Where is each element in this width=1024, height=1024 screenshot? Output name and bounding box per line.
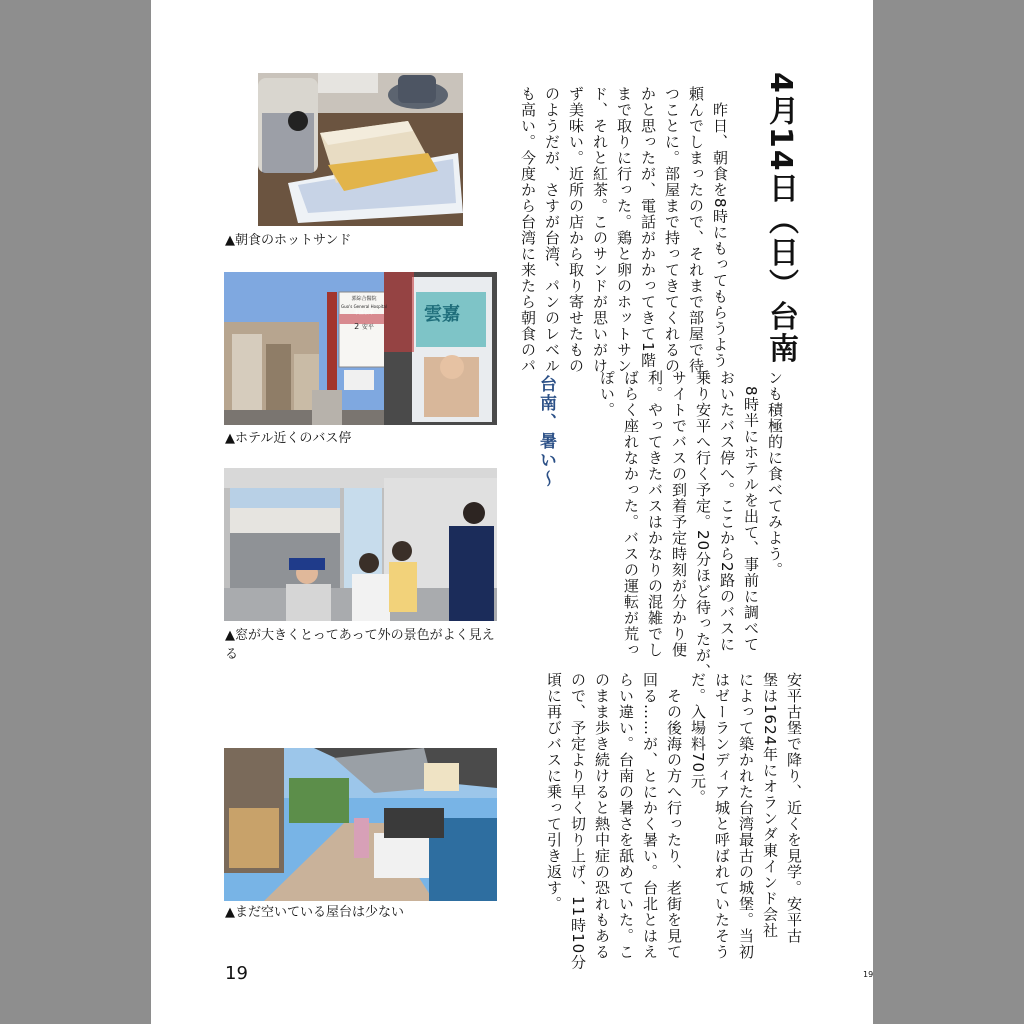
bus-interior-caption: ▲窓が大きくとってあって外の景色がよく見える <box>225 628 495 662</box>
bus-stop-caption: ▲ホテル近くのバス停 <box>225 431 352 446</box>
article-column-3: 安平古堡で降り、近くを見学。安平古 堡は1624年にオランダ東インド会社 によって築かれた台湾最古の城堡。当初 はゼーランディア城と呼ばれていたそう だ。入場料70元。 その後海の方へ行ったり、老街を見て 回る……が、とにかく暑い。台北とはえ らい違い。台南の暑さを舐めていた。こ のまま歩き続けると熱中症の恐れもある ので、予定より早く切り上げ、11時10分 頃に再びバスに乗って引き返す。 <box>545 672 803 971</box>
page-number-small: 19 <box>863 970 874 979</box>
article-title: 4月14日（日）台南 <box>763 72 798 365</box>
article-column-1: 昨日、朝食を8時にもってもらうよう 頼んでしまったので、それまで部屋で待 つことに。部屋まで持ってきてくれるの かと思ったが、電話がかかってきて1階 まで取りに行った。鶏と卵のホットサン ド、それと紅茶。このサンドが思いがけ ず美味い。近所の店から取り寄せたもの のようだが、さすが台湾、パンのレベル も高い。今度から台湾に来たら朝食のパ <box>519 86 729 374</box>
bus-sign-route <box>340 323 388 331</box>
bus-interior-photo <box>224 468 497 621</box>
bus-sign-city-bus: 市區公車 <box>353 310 374 316</box>
bus-sign-destination: 安平 <box>361 324 374 331</box>
document-page <box>151 0 873 1024</box>
ad-panel-text: 雲嘉 <box>424 304 460 325</box>
bus-sign-hospital-en: Guo's General Hospital <box>341 304 387 309</box>
market-caption: ▲まだ空いている屋台は少ない <box>225 905 404 920</box>
breakfast-photo <box>258 73 463 226</box>
breakfast-caption: ▲朝食のホットサンド <box>225 233 352 248</box>
market-photo <box>224 748 497 901</box>
bus-sign-hospital: 郭綜合醫院 <box>351 296 377 302</box>
article-column-2: ンも積極的に食べてみよう。 8時半にホテルを出て、事前に調べて おいたバス停へ。ここから2路のバスに 乗り安平へ行く予定。20分ほど待ったが、 サイトでバスの到着予定時刻が分かり便 利。やってきたバスはかなりの混雑でし ばらく座れなかった。バスの運転が荒っ ぽい。 <box>598 370 784 680</box>
bus-sign-text <box>340 296 388 331</box>
bus-sign-route-number: 2 <box>354 322 360 331</box>
page-number: 19 <box>225 963 248 984</box>
article-subhead: 台南、暑い〜 <box>536 375 556 489</box>
bus-stop-photo <box>224 272 497 425</box>
